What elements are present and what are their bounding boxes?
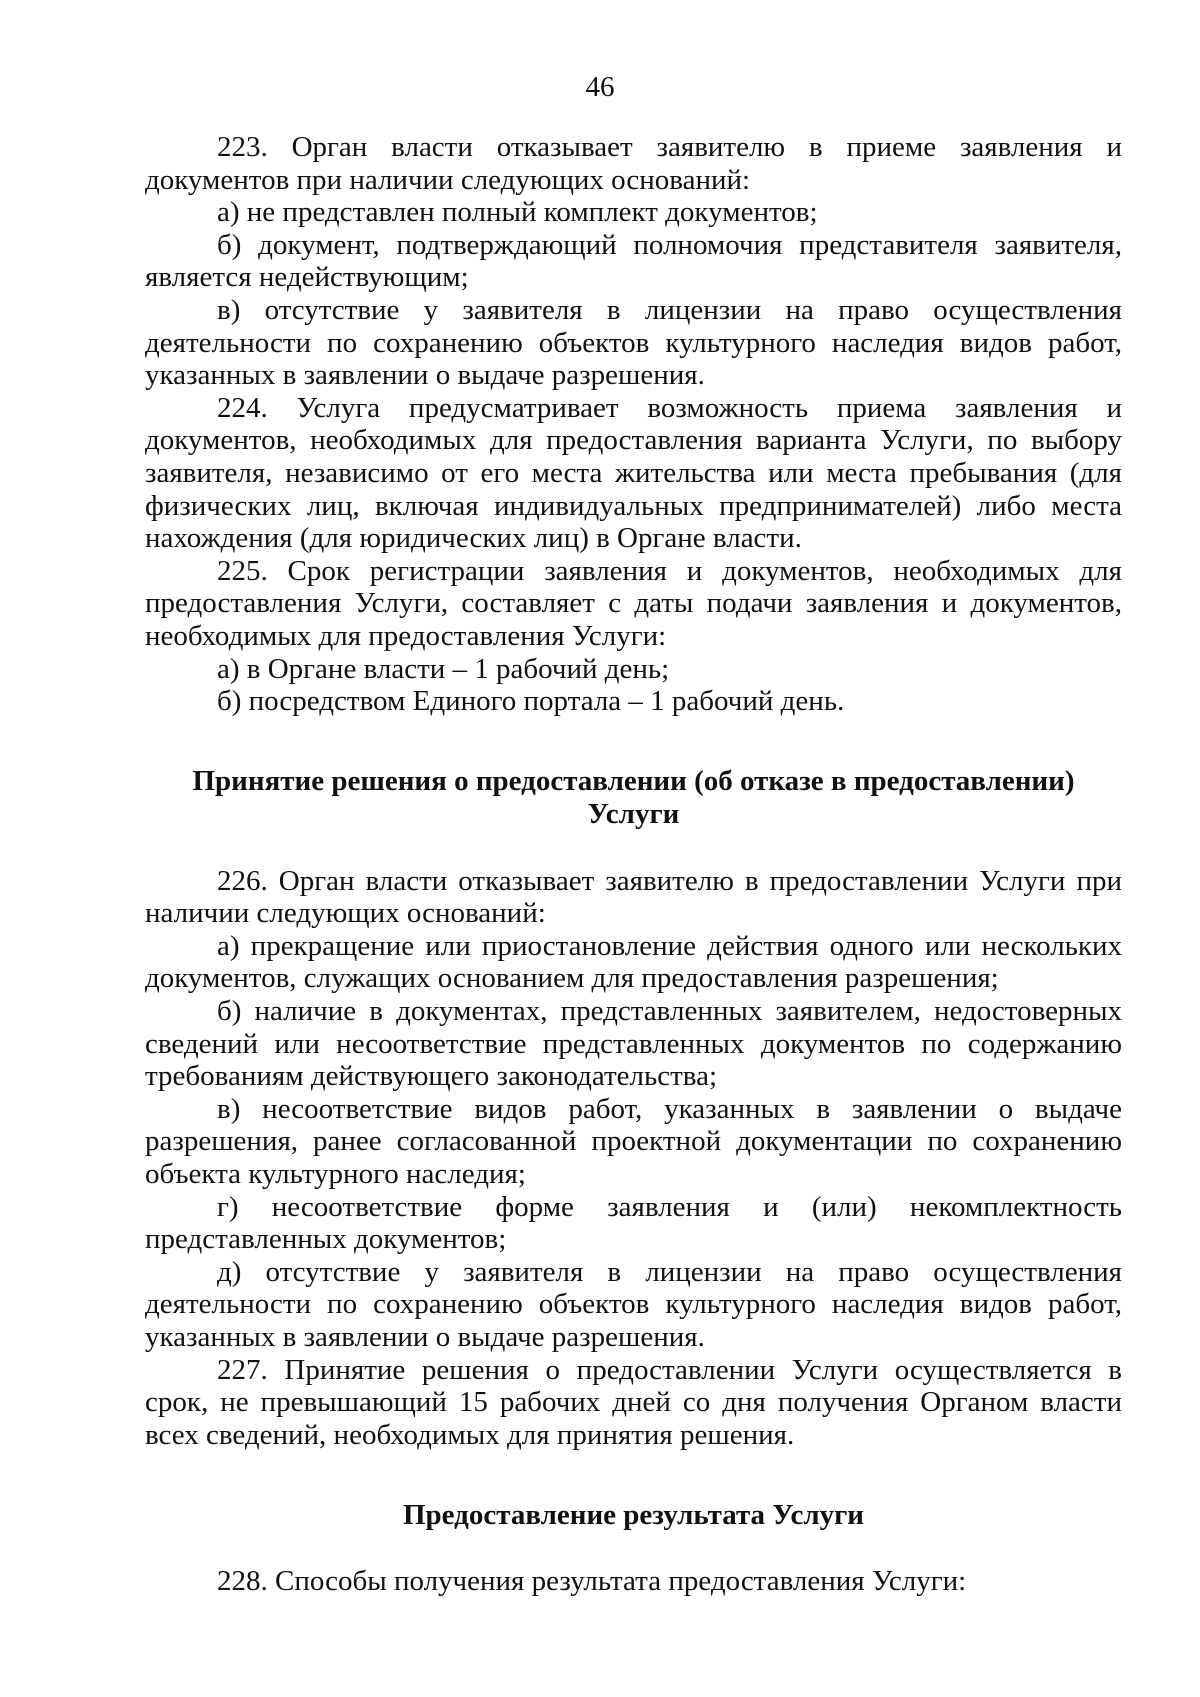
page-number: 46 (585, 71, 615, 103)
paragraph-225: 225. Срок регистрации заявления и документов, необходимых для предоставления Услуги, составляет с даты подачи заявления и документов, необходимых для предоставления Услуги: (145, 554, 1122, 652)
list-item-b: б) посредством Единого портала – 1 рабочий день. (217, 685, 845, 718)
list-item-b: б) наличие в документах, представленных заявителем, недостоверных сведений или несоответствие представленных документов по содержанию требованиям действующего законодательства; (145, 995, 1122, 1093)
section-heading-result: Предоставление результата Услуги (403, 1499, 864, 1532)
section-heading-decision (145, 765, 1122, 831)
list-item-a: а) прекращение или приостановление действия одного или нескольких документов, служащих основанием для предоставления разрешения; (145, 929, 1122, 995)
paragraph-228: 228. Способы получения результата предоставления Услуги: (217, 1565, 967, 1598)
list-item-d: д) отсутствие у заявителя в лицензии на право осуществления деятельности по сохранению объектов культурного наследия видов работ, указанных в заявлении о выдаче разрешения. (145, 1255, 1122, 1353)
list-item-a: а) в Органе власти – 1 рабочий день; (217, 652, 670, 685)
paragraph-224: 224. Услуга предусматривает возможность приема заявления и документов, необходимых для предоставления варианта Услуги, по выбору заявителя, независимо от его места жительства или места пребывания (для физических лиц, включая индивидуальных предпринимателей) либо места нахождения (для юридических лиц) в Органе власти. (145, 391, 1122, 555)
list-item-g: г) несоответствие форме заявления и (или) некомплектность представленных документов; (145, 1190, 1122, 1256)
list-item-v: в) отсутствие у заявителя в лицензии на право осуществления деятельности по сохранению объектов культурного наследия видов работ, указанных в заявлении о выдаче разрешения. (145, 293, 1122, 392)
paragraph-226: 226. Орган власти отказывает заявителю в предоставлении Услуги при наличии следующих оснований: (145, 864, 1122, 930)
paragraph-223: 223. Орган власти отказывает заявителю в приеме заявления и документов при наличии следующих оснований: (145, 131, 1122, 196)
heading-line: Услуги (587, 797, 680, 830)
paragraph-227: 227. Принятие решения о предоставлении Услуги осуществляется в срок, не превышающий 15 рабочих дней со дня получения Органом власти всех сведений, необходимых для принятия решения. (145, 1353, 1122, 1451)
list-item-a: а) не представлен полный комплект документов; (217, 196, 818, 229)
heading-line: Принятие решения о предоставлении (об отказе в предоставлении) (192, 764, 1075, 797)
document-body (145, 131, 1122, 1598)
list-item-b: б) документ, подтверждающий полномочия представителя заявителя, является недействующим; (145, 228, 1122, 294)
list-item-v: в) несоответствие видов работ, указанных в заявлении о выдаче разрешения, ранее согласованной проектной документации по сохранению объекта культурного наследия; (145, 1092, 1122, 1191)
